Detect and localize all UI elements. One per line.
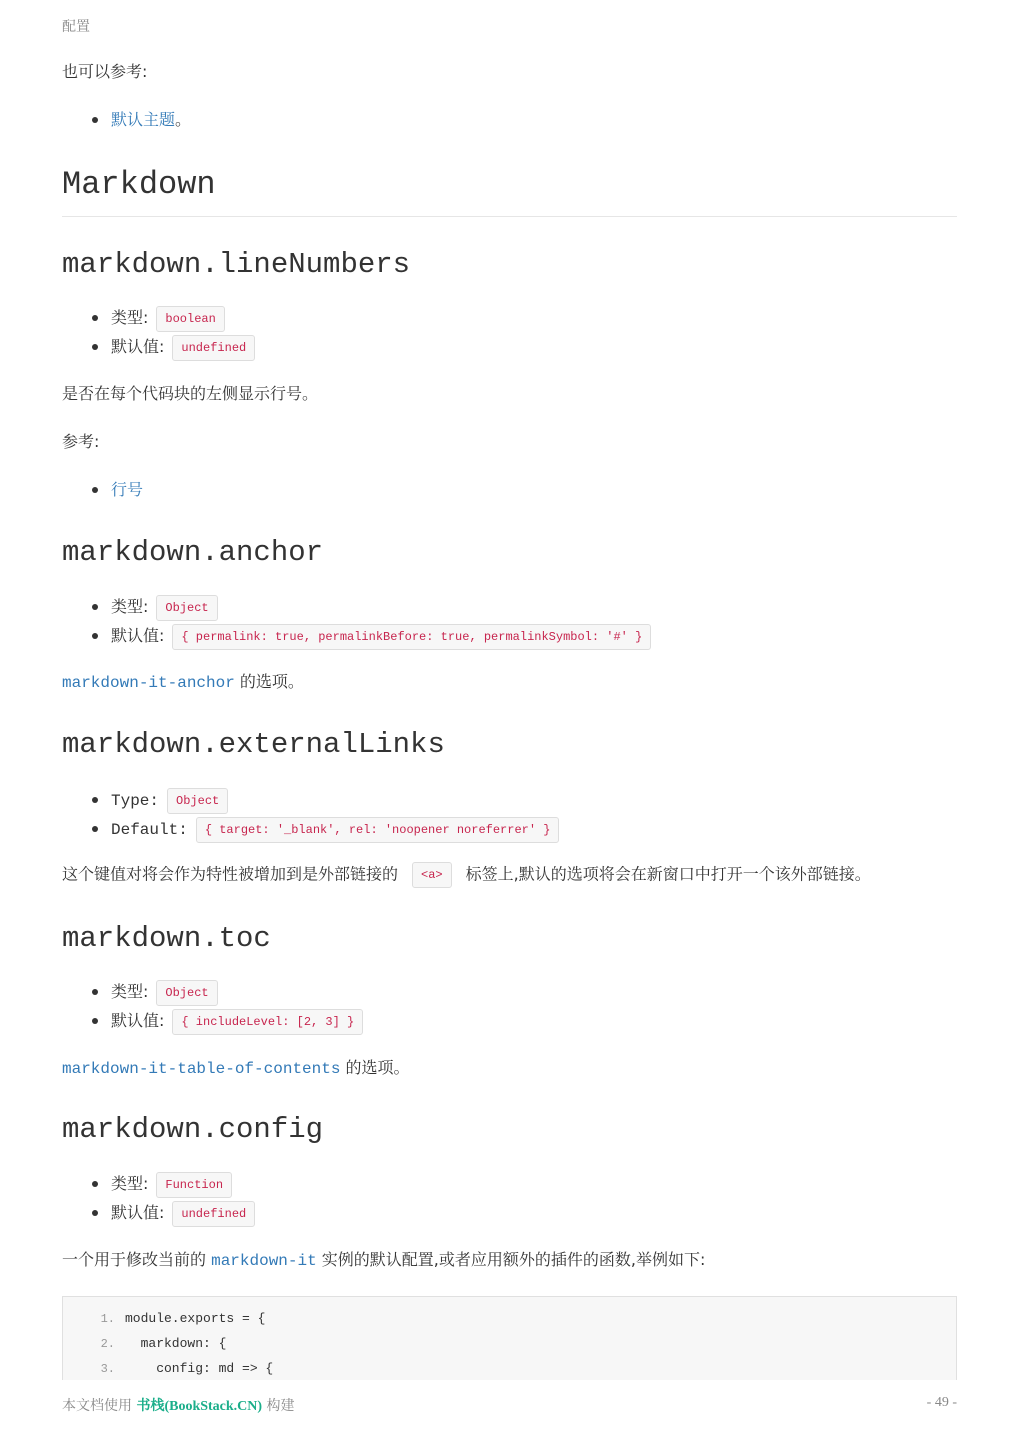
- page-number: - 49 -: [926, 1395, 957, 1410]
- anchor-props: [62, 592, 957, 650]
- link-suffix: 。: [175, 110, 192, 129]
- toc-props: [62, 977, 957, 1035]
- list-item: [62, 105, 957, 134]
- footer-prefix: 本文档使用: [62, 1398, 137, 1414]
- desc-after: 实例的默认配置,或者应用额外的插件的函数,举例如下:: [316, 1250, 706, 1269]
- type-value-code: Object: [156, 595, 217, 621]
- page-header-title: 配置: [62, 19, 90, 35]
- footer-brand-link[interactable]: 书栈(BookStack.CN): [136, 1399, 263, 1414]
- ref-label: 参考:: [62, 432, 100, 451]
- anchor-tag-code: <a>: [412, 862, 452, 888]
- line-number: 2.: [100, 1337, 115, 1351]
- heading-config: markdown.config: [62, 1113, 324, 1146]
- default-label: 默认值:: [111, 626, 165, 645]
- desc-before: 一个用于修改当前的: [62, 1250, 212, 1269]
- type-value-code: boolean: [156, 306, 224, 332]
- code-line: [63, 1306, 265, 1331]
- list-item: [62, 814, 957, 843]
- markdown-it-link[interactable]: markdown-it: [211, 1252, 317, 1270]
- type-label: 类型:: [111, 1174, 149, 1193]
- list-item: [62, 621, 957, 650]
- default-value-code: { includeLevel: [2, 3] }: [172, 1009, 363, 1035]
- type-label: 类型:: [111, 597, 149, 616]
- default-label: 默认值:: [111, 1011, 165, 1030]
- default-label: 默认值:: [111, 337, 165, 356]
- external-links-description: [62, 862, 957, 888]
- list-item: [62, 1198, 957, 1227]
- line-number: 3.: [100, 1362, 115, 1376]
- line-numbers-props: [62, 303, 957, 361]
- type-label: 类型:: [111, 308, 149, 327]
- heading-anchor: markdown.anchor: [62, 536, 324, 569]
- section-divider: [62, 216, 957, 217]
- type-label: 类型:: [111, 982, 149, 1001]
- see-also-text: 也可以参考:: [62, 62, 148, 81]
- code-line: [63, 1331, 226, 1356]
- section-title-markdown: Markdown: [62, 166, 216, 203]
- list-item: [62, 785, 957, 814]
- heading-toc: markdown.toc: [62, 922, 271, 955]
- line-numbers-ref-link[interactable]: 行号: [111, 480, 144, 499]
- desc-after: 标签上,默认的选项将会在新窗口中打开一个该外部链接。: [465, 864, 871, 884]
- code-text: module.exports = {: [125, 1311, 266, 1326]
- code-text: markdown: {: [125, 1336, 227, 1351]
- toc-desc-text: 的选项。: [340, 1058, 410, 1077]
- list-item: [62, 475, 957, 504]
- footer-credit: [62, 1395, 295, 1415]
- list-item: [62, 1169, 957, 1198]
- see-also-list: [62, 105, 957, 134]
- list-item: [62, 977, 957, 1006]
- type-value-code: Object: [156, 980, 217, 1006]
- list-item: [62, 332, 957, 361]
- default-value-code: undefined: [172, 335, 255, 361]
- list-item: [62, 1006, 957, 1035]
- desc-before: 这个键值对将会作为特性被增加到是外部链接的: [62, 864, 399, 884]
- ref-list: [62, 475, 957, 504]
- default-value-code: { target: '_blank', rel: 'noopener noreferrer' }: [196, 817, 560, 843]
- line-numbers-description: 是否在每个代码块的左侧显示行号。: [62, 384, 319, 403]
- code-line: [63, 1356, 273, 1381]
- anchor-description: [62, 670, 957, 695]
- heading-external-links: markdown.externalLinks: [62, 728, 445, 761]
- list-item: [62, 592, 957, 621]
- anchor-desc-text: 的选项。: [234, 672, 304, 691]
- type-label: Type:: [111, 792, 160, 810]
- default-label: 默认值:: [111, 1203, 165, 1222]
- line-number: 1.: [100, 1312, 115, 1326]
- type-value-code: Object: [167, 788, 228, 814]
- footer-suffix: 构建: [262, 1398, 295, 1414]
- config-props: [62, 1169, 957, 1227]
- config-description: [62, 1248, 957, 1273]
- external-links-props: [62, 785, 957, 843]
- default-value-code: undefined: [172, 1201, 255, 1227]
- list-item: [62, 303, 957, 332]
- markdown-it-anchor-link[interactable]: markdown-it-anchor: [62, 674, 235, 692]
- type-value-code: Function: [156, 1172, 232, 1198]
- default-value-code: { permalink: true, permalinkBefore: true, permalinkSymbol: '#' }: [172, 624, 651, 650]
- toc-description: [62, 1056, 957, 1081]
- markdown-it-toc-link[interactable]: markdown-it-table-of-contents: [62, 1060, 341, 1078]
- code-text: config: md => {: [125, 1361, 274, 1376]
- default-label: Default:: [111, 821, 188, 839]
- default-theme-link[interactable]: 默认主题: [111, 110, 176, 129]
- heading-line-numbers: markdown.lineNumbers: [62, 248, 411, 281]
